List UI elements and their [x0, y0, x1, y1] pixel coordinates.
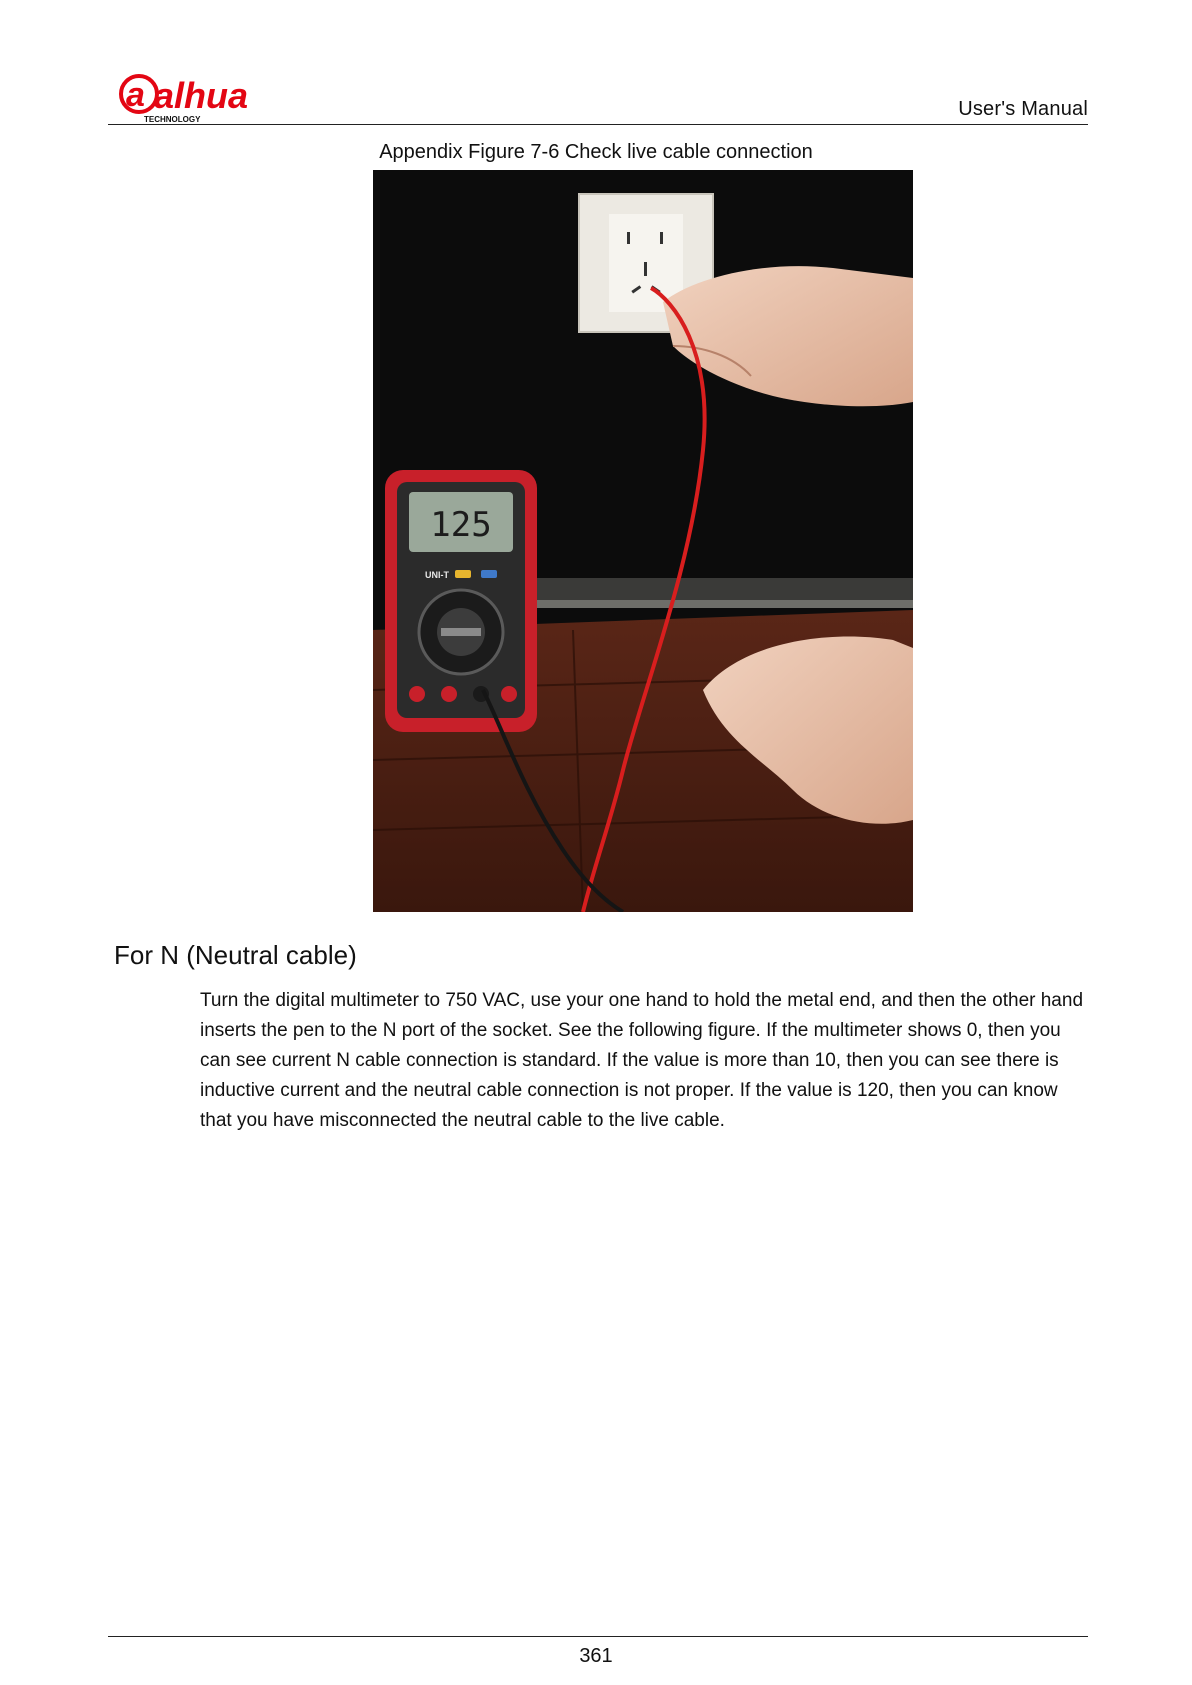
- dahua-logo: [118, 72, 258, 130]
- figure-caption: Appendix Figure 7-6 Check live cable connection: [379, 141, 813, 163]
- meter-display-reading: 125: [430, 505, 492, 545]
- figure-photo: [373, 170, 913, 912]
- logo-wordmark: alhua: [154, 75, 249, 116]
- header-divider: [108, 124, 1088, 125]
- document-title: User's Manual: [958, 98, 1088, 120]
- body-paragraph: Turn the digital multimeter to 750 VAC, use your one hand to hold the metal end, and then the other hand inserts the pen to the N port of the socket. See the following figure. If the multimeter shows 0, then you can see current N cable connection is standard. If the value is more than 10, then you can see there is inductive current and the neutral cable connection is not proper. If the value is 120, then you can know that you have misconnected the neutral cable to the live cable.: [200, 990, 1084, 1131]
- meter-brand-label: UNI-T: [425, 570, 449, 580]
- logo-subtitle: TECHNOLOGY: [144, 115, 201, 124]
- svg-text:a: a: [126, 76, 145, 114]
- section-heading: For N (Neutral cable): [114, 940, 357, 970]
- footer-divider: [108, 1636, 1088, 1637]
- page-number: 361: [579, 1645, 613, 1667]
